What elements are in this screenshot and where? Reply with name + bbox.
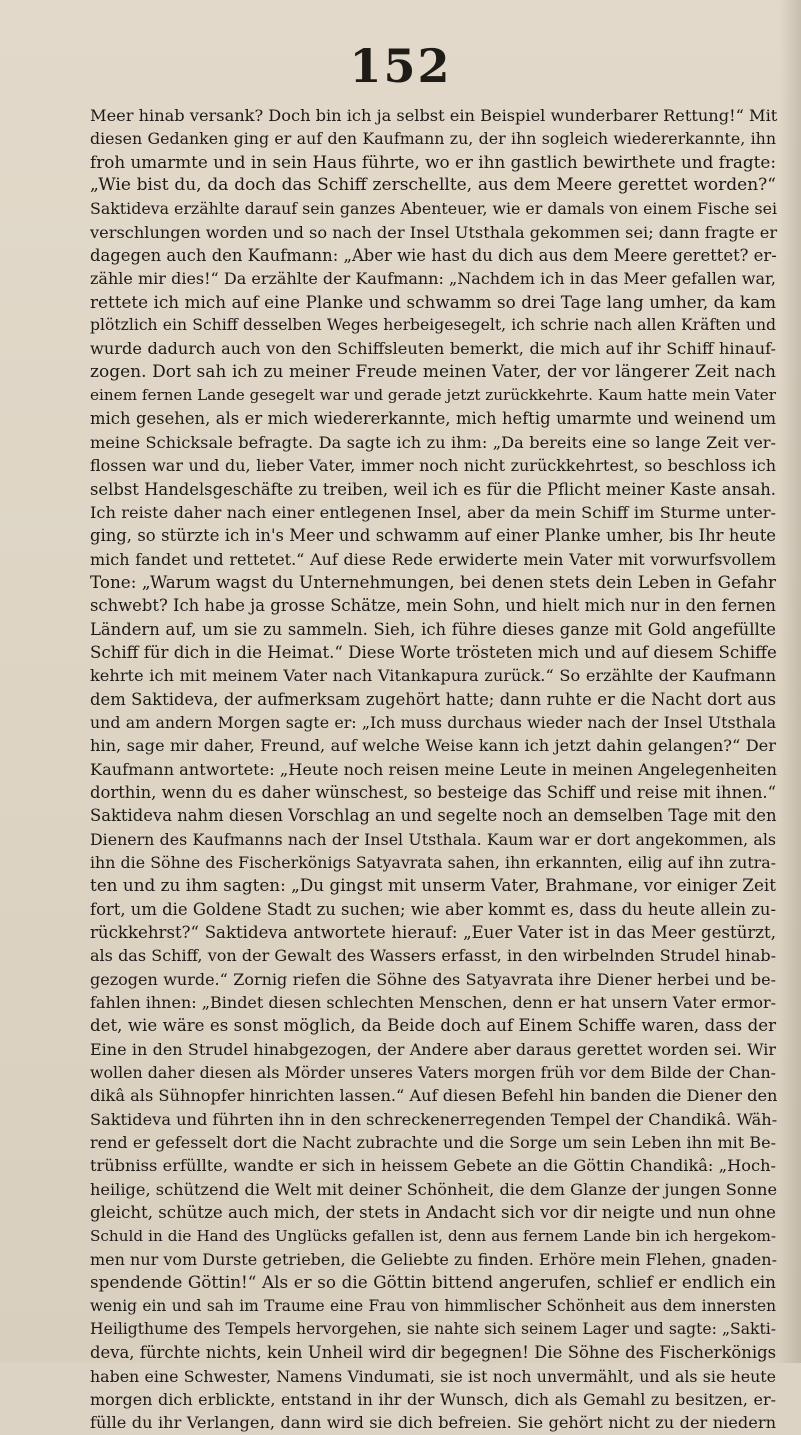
text-line: Heiligthume des Tempels hervorgehen, sie nahte sich seinem Lager und sagte: „Sakti- <box>90 1319 776 1338</box>
text-line: haben eine Schwester, Namens Vindumati, sie ist noch unvermählt, und als sie heute <box>90 1366 776 1386</box>
text-line: froh umarmte und in sein Haus führte, wo er ihn gastlich bewirthete und fragte: <box>90 151 776 172</box>
text-line: morgen dich erblickte, entstand in ihr der Wunsch, dich als Gemahl zu besitzen, er- <box>90 1389 776 1409</box>
text-line: mich gesehen, als er mich wiedererkannte, mich heftig umarmte und weinend um <box>90 409 776 429</box>
text-line: flossen war und du, lieber Vater, immer noch nicht zurückkehrtest, so beschloss ich <box>90 456 776 476</box>
text-line: dikâ als Sühnopfer hinrichten lassen.“ Auf diesen Befehl hin banden die Diener den <box>90 1086 778 1106</box>
text-line: wenig ein und sah im Traume eine Frau von himmlischer Schönheit aus dem innersten <box>90 1296 776 1315</box>
text-line: fort, um die Goldene Stadt zu suchen; wie aber kommt es, dass du heute allein zu- <box>90 899 776 919</box>
text-line: Saktideva nahm diesen Vorschlag an und segelte noch an demselben Tage mit den <box>90 806 777 826</box>
text-line: Saktideva erzählte darauf sein ganzes Abenteuer, wie er damals von einem Fische sei <box>90 199 778 219</box>
text-line: trübniss erfüllte, wandte er sich in heissem Gebete an die Göttin Chandikâ: „Hoch- <box>90 1156 776 1176</box>
text-line: selbst Handelsgeschäfte zu treiben, weil ich es für die Pflicht meiner Kaste ansah. <box>90 479 776 499</box>
text-line: fahlen ihnen: „Bindet diesen schlechten Menschen, denn er hat unsern Vater ermor- <box>90 993 777 1013</box>
text-line: rückkehrst?“ Saktideva antwortete hierauf: „Euer Vater ist in das Meer gestürzt, <box>90 923 776 943</box>
text-line: Dienern des Kaufmanns nach der Insel Utsthala. Kaum war er dort angekommen, als <box>90 829 776 849</box>
text-line: spendende Göttin!“ Als er so die Göttin bittend angerufen, schlief er endlich ein <box>90 1272 776 1293</box>
body-text <box>90 104 776 1435</box>
text-line: Saktideva und führten ihn in den schreckenerregenden Tempel der Chandikâ. Wäh- <box>90 1109 778 1129</box>
text-line: dagegen auch den Kaufmann: „Aber wie hast du dich aus dem Meere gerettet? er- <box>90 246 777 266</box>
text-line: kehrte ich mit meinem Vater nach Vitankapura zurück.“ So erzählte der Kaufmann <box>90 666 776 686</box>
text-line: „Wie bist du, da doch das Schiff zerschellte, aus dem Meere gerettet worden?“ <box>90 175 776 196</box>
text-line: wollen daher diesen als Mörder unseres Vaters morgen früh vor dem Bilde der Chan- <box>90 1063 776 1083</box>
text-line: einem fernen Lande gesegelt war und gerade jetzt zurückkehrte. Kaum hatte mein Vater <box>90 386 776 405</box>
text-line: meine Schicksale befragte. Da sagte ich zu ihm: „Da bereits eine so lange Zeit ver- <box>90 432 776 452</box>
text-line: dem Saktideva, der aufmerksam zugehört hatte; dann ruhte er die Nacht dort aus <box>90 689 776 709</box>
text-line: dorthin, wenn du es daher wünschest, so besteige das Schiff und reise mit ihnen.“ <box>90 782 776 802</box>
text-line: heilige, schützend die Welt mit deiner Schönheit, die dem Glanze der jungen Sonne <box>90 1179 778 1199</box>
text-line: Kaufmann antwortete: „Heute noch reisen meine Leute in meinen Angelegenheiten <box>90 759 777 779</box>
text-line: Eine in den Strudel hinabgezogen, der Andere aber daraus gerettet worden sei. Wir <box>90 1039 776 1059</box>
text-line: rend er gefesselt dort die Nacht zubrachte und die Sorge um sein Leben ihn mit Be- <box>90 1133 776 1153</box>
text-line: schwebt? Ich habe ja grosse Schätze, mein Sohn, und hielt mich nur in den fernen <box>90 596 776 616</box>
text-line: rettete ich mich auf eine Planke und schwamm so drei Tage lang umher, da kam <box>90 291 776 312</box>
text-line: ging, so stürzte ich in's Meer und schwamm auf einer Planke umher, bis Ihr heute <box>90 526 776 546</box>
text-line: ten und zu ihm sagten: „Du gingst mit unserm Vater, Brahmane, vor einiger Zeit <box>90 875 776 896</box>
text-line: Schiff für dich in die Heimat.“ Diese Worte trösteten mich und auf diesem Schiffe <box>90 642 777 662</box>
text-line: ihn die Söhne des Fischerkönigs Satyavrata sahen, ihn erkannten, eilig auf ihn zutra- <box>90 853 776 872</box>
text-line: verschlungen worden und so nach der Insel Utsthala gekommen sei; dann fragte er <box>90 222 778 242</box>
text-line: Tone: „Warum wagst du Unternehmungen, bei denen stets dein Leben in Gefahr <box>90 571 776 592</box>
text-line: gezogen wurde.“ Zornig riefen die Söhne des Satyavrata ihre Diener herbei und be- <box>90 969 776 989</box>
text-line: det, wie wäre es sonst möglich, da Beide doch auf Einem Schiffe waren, dass der <box>90 1016 776 1036</box>
text-line: als das Schiff, von der Gewalt des Wassers erfasst, in den wirbelnden Strudel hinab- <box>90 946 776 966</box>
text-line: diesen Gedanken ging er auf den Kaufmann zu, der ihn sogleich wiedererkannte, ihn <box>90 129 776 149</box>
text-line: Schuld in die Hand des Unglücks gefallen ist, denn aus fernem Lande bin ich hergekom- <box>90 1226 776 1245</box>
page-edge-shadow <box>779 0 801 1363</box>
text-line: hin, sage mir daher, Freund, auf welche Weise kann ich jetzt dahin gelangen?“ Der <box>90 736 776 756</box>
text-line: men nur vom Durste getrieben, die Geliebte zu finden. Erhöre mein Flehen, gnaden- <box>90 1249 777 1269</box>
page-number: 152 <box>349 39 452 93</box>
text-line: und am andern Morgen sagte er: „Ich muss durchaus wieder nach der Insel Utsthala <box>90 712 776 732</box>
text-line: zogen. Dort sah ich zu meiner Freude meinen Vater, der vor längerer Zeit nach <box>90 361 776 382</box>
text-line: zähle mir dies!“ Da erzählte der Kaufmann: „Nachdem ich in das Meer gefallen war, <box>90 269 776 289</box>
text-line: Meer hinab versank? Doch bin ich ja selbst ein Beispiel wunderbarer Rettung!“ Mit <box>90 106 778 125</box>
text-line: Ländern auf, um sie zu sammeln. Sieh, ich führe dieses ganze mit Gold angefüllte <box>90 619 776 639</box>
text-line: gleicht, schütze auch mich, der stets in Andacht sich vor dir neigte und nun ohne <box>90 1203 776 1223</box>
text-line: fülle du ihr Verlangen, dann wird sie dich befreien. Sie gehört nicht zu der niedern <box>90 1413 776 1433</box>
text-line: wurde dadurch auch von den Schiffsleuten bemerkt, die mich auf ihr Schiff hinauf- <box>90 339 776 359</box>
text-line: plötzlich ein Schiff desselben Weges herbeigesegelt, ich schrie nach allen Kräften und <box>90 316 776 335</box>
text-line: deva, fürchte nichts, kein Unheil wird dir begegnen! Die Söhne des Fischerkönigs <box>90 1343 776 1363</box>
text-line: Ich reiste daher nach einer entlegenen Insel, aber da mein Schiff im Sturme unter- <box>90 502 776 522</box>
text-line: mich fandet und rettetet.“ Auf diese Rede erwiderte mein Vater mit vorwurfsvollem <box>90 549 776 569</box>
